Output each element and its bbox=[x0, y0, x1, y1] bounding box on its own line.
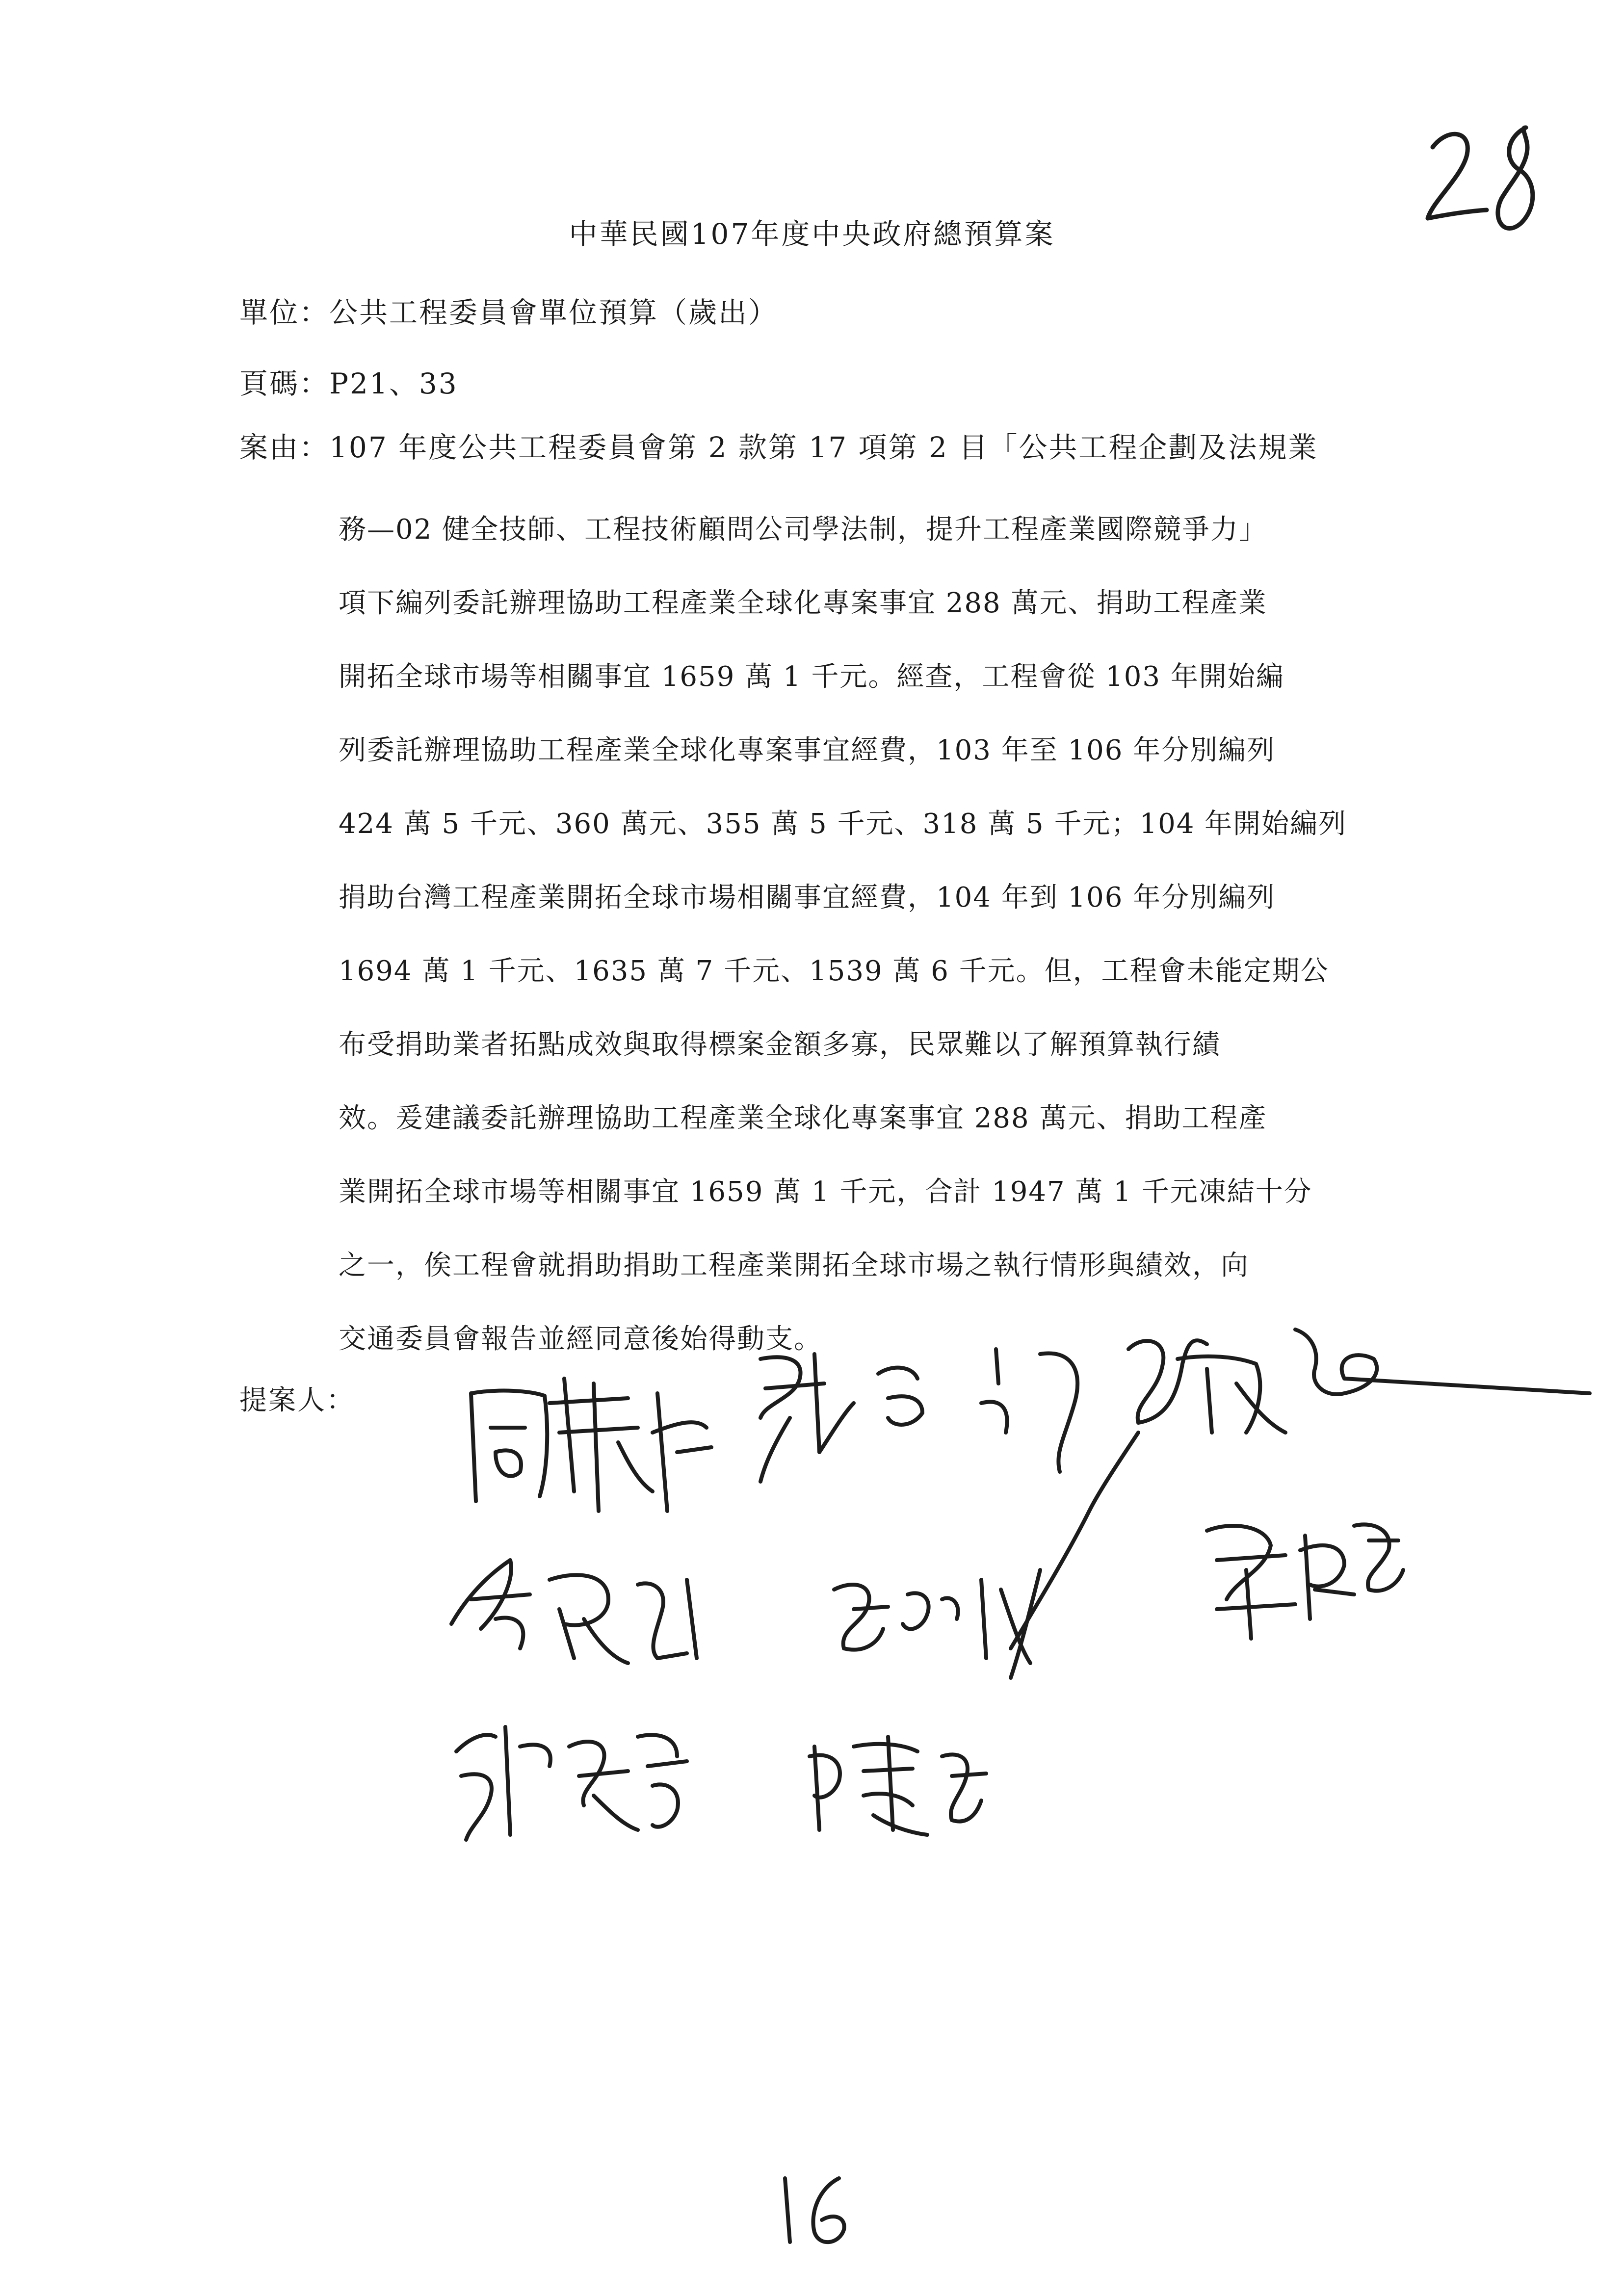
signature bbox=[471, 1379, 711, 1511]
case-first-line bbox=[239, 424, 1318, 466]
case-body bbox=[339, 493, 1393, 1376]
case-line: 務—02 健全技師、工程技術顧問公司學法制，提升工程產業國際競爭力」 bbox=[339, 514, 1268, 546]
signature bbox=[810, 1737, 986, 1835]
signature bbox=[760, 1349, 1077, 1482]
handwritten-signatures bbox=[422, 1305, 1599, 1854]
signature bbox=[834, 1433, 1138, 1678]
case-line: 424 萬 5 千元、360 萬元、355 萬 5 千元、318 萬 5 千元；104 年開始編列 bbox=[339, 808, 1347, 840]
case-label: 案由： bbox=[239, 431, 330, 464]
page-reference: 頁碼：P21、33 bbox=[239, 367, 458, 400]
signature bbox=[456, 1727, 687, 1840]
signature bbox=[451, 1560, 697, 1663]
case-line: 布受捐助業者拓點成效與取得標案金額多寡，民眾難以了解預算執行績 bbox=[339, 1029, 1221, 1061]
case-line: 列委託辦理協助工程產業全球化專案事宜經費，103 年至 106 年分別編列 bbox=[339, 734, 1276, 766]
case-line: 交通委員會報告並經同意後始得動支。 bbox=[339, 1323, 822, 1355]
signature bbox=[1128, 1330, 1590, 1433]
case-line: 效。爰建議委託辦理協助工程產業全球化專案事宜 288 萬元、捐助工程產 bbox=[339, 1102, 1267, 1134]
case-line: 之一，俟工程會就捐助捐助工程產業開拓全球市場之執行情形與績效，向 bbox=[339, 1250, 1249, 1281]
case-line: 1694 萬 1 千元、1635 萬 7 千元、1539 萬 6 千元。但，工程會未能定期公 bbox=[339, 955, 1329, 987]
case-line: 捐助台灣工程產業開拓全球市場相關事宜經費，104 年到 106 年分別編列 bbox=[339, 882, 1276, 913]
case-line: 項下編列委託辦理協助工程產業全球化專案事宜 288 萬元、捐助工程產業 bbox=[339, 587, 1267, 619]
signature bbox=[1207, 1524, 1403, 1639]
document-title: 中華民國107年度中央政府總預算案 bbox=[569, 217, 1055, 251]
case-line: 開拓全球市場等相關事宜 1659 萬 1 千元。經查，工程會從 103 年開始編 bbox=[339, 661, 1284, 693]
case-line: 業開拓全球市場等相關事宜 1659 萬 1 千元，合計 1947 萬 1 千元凍結十分 bbox=[339, 1176, 1312, 1208]
handwritten-page-number bbox=[765, 2168, 864, 2252]
proposer-label: 提案人： bbox=[239, 1384, 355, 1416]
case-line: 107 年度公共工程委員會第 2 款第 17 項第 2 目「公共工程企劃及法規業 bbox=[329, 431, 1318, 464]
unit-line: 單位：公共工程委員會單位預算（歲出） bbox=[239, 296, 779, 329]
